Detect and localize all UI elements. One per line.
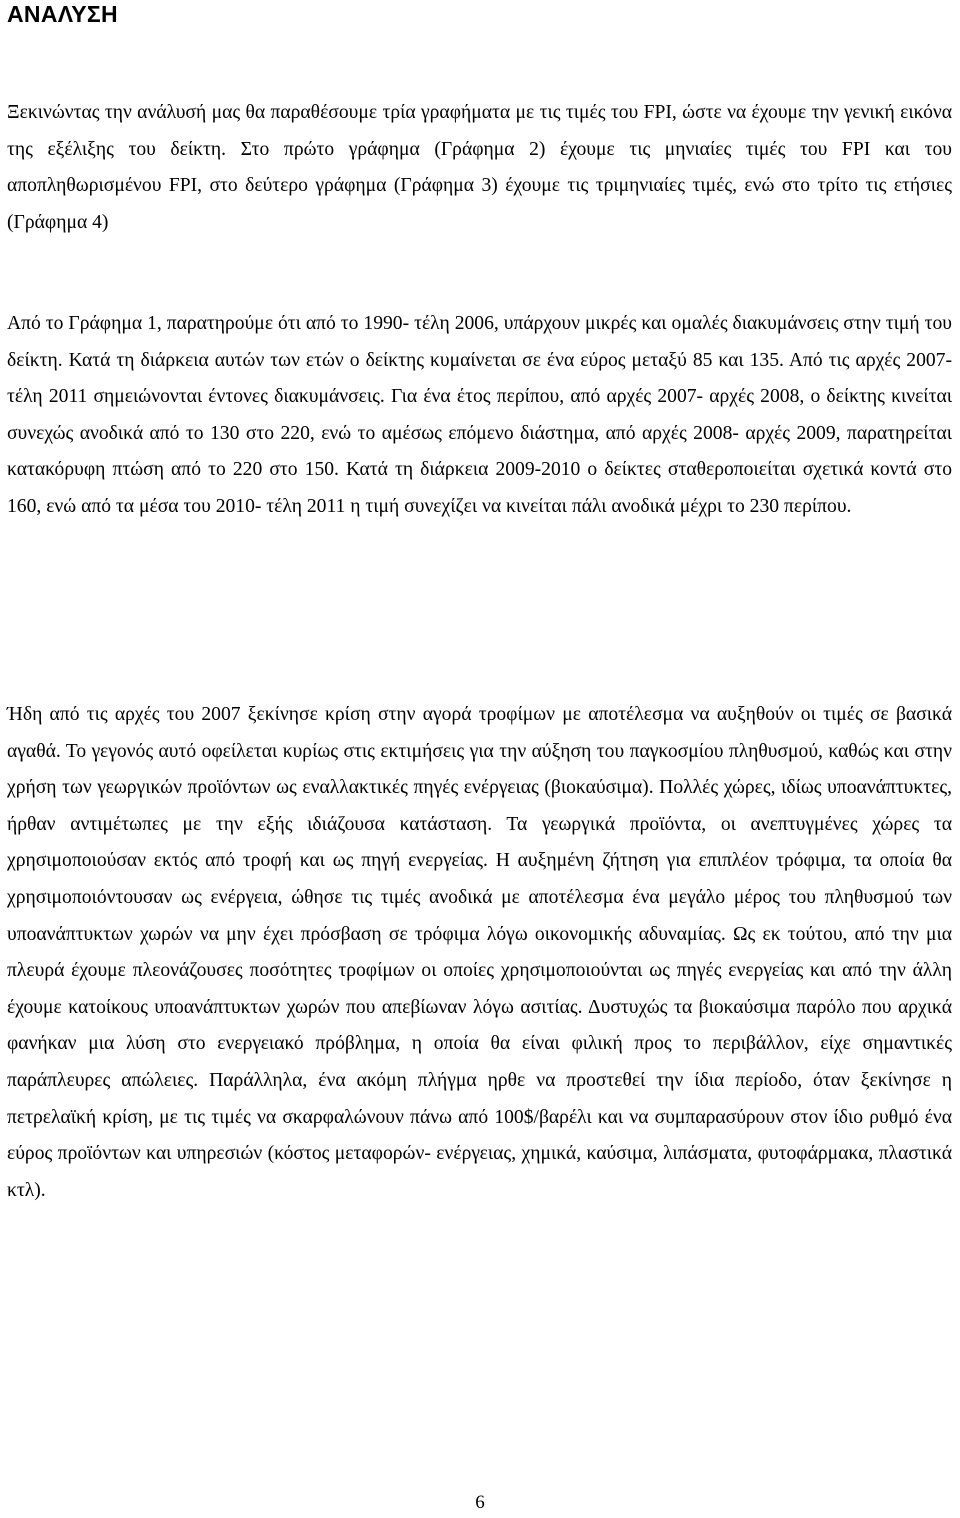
paragraph-chart-observations: Από το Γράφημα 1, παρατηρούμε ότι από το 1990- τέλη 2006, υπάρχουν μικρές και ομαλές διακυμάνσεις στην τιμή του δείκτη. Κατά τη διάρκεια αυτών των ετών ο δείκτης κυμαίνεται σε ένα εύρος μεταξύ 85 και 135. Από τις αρχές 2007- τέλη 2011 σημειώνονται έντονες διακυμάνσεις. Για ένα έτος περίπου, από αρχές 2007- αρχές 2008, ο δείκτης κινείται συνεχώς ανοδικά από το 130 στο 220, ενώ το αμέσως επόμενο διάστημα, από αρχές 2008- αρχές 2009, παρατηρείται κατακόρυφη πτώση από το 220 στο 150. Κατά τη διάρκεια 2009-2010 ο δείκτες σταθεροποιείται σχετικά κοντά στο 160, ενώ από τα μέσα του 2010- τέλη 2011 η τιμή συνεχίζει να κινείται πάλι ανοδικά μέχρι το 230 περίπου. [7,313,952,517]
section-heading: ΑΝΑΛΥΣΗ [7,1,118,27]
page-number: 6 [475,1492,485,1513]
paragraph-food-crisis: Ήδη από τις αρχές του 2007 ξεκίνησε κρίση στην αγορά τροφίμων με αποτέλεσμα να αυξηθούν οι τιμές σε βασικά αγαθά. Το γεγονός αυτό οφείλεται κυρίως στις εκτιμήσεις για την αύξηση του παγκοσμίου πληθυσμού, καθώς και στην χρήση των γεωργικών προϊόντων ως εναλλακτικές πηγές ενέργειας (βιοκαύσιμα). Πολλές χώρες, ιδίως υποανάπτυκτες, ήρθαν αντιμέτωπες με την εξής ιδιάζουσα κατάσταση. Τα γεωργικά προϊόντα, οι ανεπτυγμένες χώρες τα χρησιμοποιούσαν εκτός από τροφή και ως πηγή ενεργείας. Η αυξημένη ζήτηση για επιπλέον τρόφιμα, τα οποία θα χρησιμοποιόντουσαν ως ενέργεια, ώθησε τις τιμές ανοδικά με αποτέλεσμα ένα μεγάλο μέρος του πληθυσμού των υποανάπτυκτων χωρών να μην έχει πρόσβαση σε τρόφιμα λόγω οικονομικής αδυναμίας. Ως εκ τούτου, από την μια πλευρά έχουμε πλεονάζουσες ποσότητες τροφίμων οι οποίες χρησιμοποιούνται ως πηγές ενεργείας και από την άλλη έχουμε κατοίκους υποανάπτυκτων χωρών που απεβίωναν λόγω ασιτίας. Δυστυχώς τα βιοκαύσιμα παρόλο που αρχικά φανήκαν μια λύση στο ενεργειακό πρόβλημα, η οποία θα είναι φιλική προς το περιβάλλον, είχε σημαντικές παράπλευρες απώλειες. Παράλληλα, ένα ακόμη πλήγμα ηρθε να προστεθεί την ίδια περίοδο, όταν ξεκίνησε η πετρελαϊκή κρίση, με τις τιμές να σκαρφαλώνουν πάνω από 100$/βαρέλι και να συμπαρασύρουν στον ίδιο ρυθμό ένα εύρος προϊόντων και υπηρεσιών (κόστος μεταφορών- ενέργειας, χημικά, καύσιμα, λιπάσματα, φυτοφάρμακα, πλαστικά κτλ). [7,704,952,1201]
paragraph-intro: Ξεκινώντας την ανάλυσή μας θα παραθέσουμε τρία γραφήματα με τις τιμές του FPI, ώστε να έχουμε την γενική εικόνα της εξέλιξης του δείκτη. Στο πρώτο γράφημα (Γράφημα 2) έχουμε τις μηνιαίες τιμές του FPI και του αποπληθωρισμένου FPI, στο δεύτερο γράφημα (Γράφημα 3) έχουμε τις τριμηνιαίες τιμές, ενώ στο τρίτο τις ετήσιες (Γράφημα 4) [7,102,952,233]
